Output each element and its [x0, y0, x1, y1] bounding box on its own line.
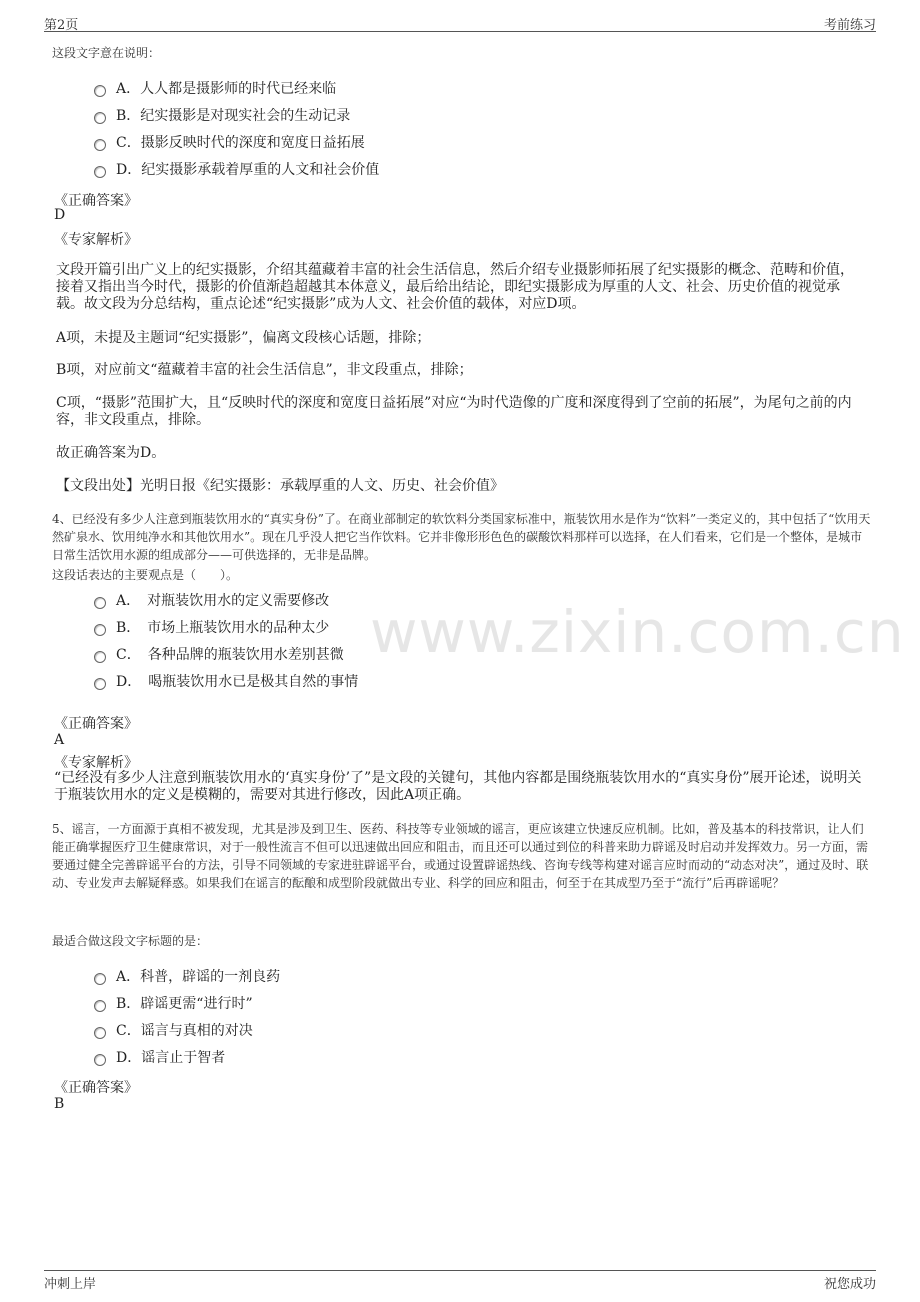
- option-label: A．人人都是摄影师的时代已经来临: [116, 81, 337, 97]
- radio-icon[interactable]: [94, 597, 106, 609]
- option-label: B．纪实摄影是对现实社会的生动记录: [116, 108, 351, 124]
- q5-stem: 5、谣言，一方面源于真相不被发现，尤其是涉及到卫生、医药、科技等专业领域的谣言，更应该建立快速反应机制。比如，普及基本的科技常识，让人们能正确掌握医疗卫生健康常识，对于一般性流言不但可以迅速做出回应和阻击，而且还可以通过到位的科普来助力辟谣及时启动并发挥效力。另一方面，需要通过健全完善辟谣平台的方法，引导不同领域的专家进驻辟谣平台，或通过设置辟谣热线、咨询专线等构建对谣言应时而动的“动态对决”，通过及时、联动、专业发声去解疑释惑。如果我们在谣言的酝酿和成型阶段就做出专业、科学的回应和阻击，何至于在其成型乃至于“流行”后再辟谣呢？: [52, 822, 869, 890]
- q4-answer: A: [54, 732, 65, 748]
- q3-analysis-b: B项，对应前文“蕴藏着丰富的社会生活信息”，非文段重点，排除；: [56, 362, 473, 378]
- q5-answer: B: [54, 1096, 65, 1112]
- page-number: 第2页: [44, 18, 79, 33]
- q3-answer-label: 《正确答案》: [54, 193, 138, 209]
- header-title: 考前练习: [823, 18, 876, 33]
- footer-right: 祝您成功: [823, 1277, 876, 1292]
- option-label: B．辟谣更需“进行时”: [116, 996, 253, 1012]
- option-label: C．谣言与真相的对决: [116, 1023, 253, 1039]
- q5-option-d[interactable]: [94, 1047, 225, 1067]
- q3-analysis-c: C项，“摄影”范围扩大，且“反映时代的深度和宽度日益拓展”对应“为时代造像的广度和深度得到了空前的拓展”，为尾句之前的内容，非文段重点，排除。: [56, 395, 852, 428]
- option-label: C．摄影反映时代的深度和宽度日益拓展: [116, 135, 365, 151]
- radio-icon[interactable]: [94, 166, 106, 178]
- option-label: B． 市场上瓶装饮用水的品种太少: [116, 620, 330, 636]
- q3-prompt: 这段文字意在说明：: [52, 46, 161, 60]
- q3-option-d[interactable]: [94, 159, 379, 179]
- q3-analysis-main: 文段开篇引出广义上的纪实摄影，介绍其蕴藏着丰富的社会生活信息，然后介绍专业摄影师拓展了纪实摄影的概念、范畴和价值，接着又指出当今时代，摄影的价值渐趋超越其本体意义，最后给出结论，即纪实摄影成为厚重的人文、社会、历史价值的视觉承载。故文段为分总结构，重点论述“纪实摄影”成为人文、社会价值的载体，对应D项。: [56, 262, 854, 312]
- q4-prompt: 这段话表达的主要观点是（ ）。: [52, 568, 239, 582]
- q3-source: 【文段出处】光明日报《纪实摄影：承载厚重的人文、历史、社会价值》: [56, 478, 504, 494]
- option-label: C． 各种品牌的瓶装饮用水差别甚微: [116, 647, 344, 663]
- q3-analysis-label: 《专家解析》: [54, 232, 138, 248]
- q4-option-a[interactable]: [94, 590, 329, 610]
- q5-option-a[interactable]: [94, 966, 280, 986]
- q3-option-b[interactable]: [94, 105, 350, 125]
- q5-prompt: 最适合做这段文字标题的是：: [52, 934, 209, 948]
- q5-option-b[interactable]: [94, 993, 253, 1013]
- radio-icon[interactable]: [94, 139, 106, 151]
- q3-analysis-conclusion: 故正确答案为D。: [56, 445, 166, 461]
- radio-icon[interactable]: [94, 973, 106, 985]
- radio-icon[interactable]: [94, 651, 106, 663]
- footer-left: 冲刺上岸: [44, 1277, 97, 1292]
- radio-icon[interactable]: [94, 1027, 106, 1039]
- option-label: D． 喝瓶装饮用水已是极其自然的事情: [116, 674, 359, 690]
- option-label: D．谣言止于智者: [116, 1050, 226, 1066]
- option-label: D．纪实摄影承载着厚重的人文和社会价值: [116, 162, 380, 178]
- q4-analysis: “已经没有多少人注意到瓶装饮用水的‘真实身份’了”是文段的关键句，其他内容都是围绕瓶装饮用水的“真实身份”展开论述，说明关于瓶装饮用水的定义是模糊的，需要对其进行修改，因此A项正确。: [54, 770, 862, 803]
- q4-analysis-label: 《专家解析》: [54, 755, 138, 771]
- radio-icon[interactable]: [94, 112, 106, 124]
- header-rule: [44, 31, 876, 32]
- q4-option-c[interactable]: [94, 644, 344, 664]
- option-label: A．科普，辟谣的一剂良药: [116, 969, 281, 985]
- q4-option-b[interactable]: [94, 617, 329, 637]
- q3-answer: D: [54, 207, 66, 223]
- footer-rule: [44, 1270, 876, 1271]
- radio-icon[interactable]: [94, 1000, 106, 1012]
- q4-option-d[interactable]: [94, 671, 358, 691]
- option-label: A． 对瓶装饮用水的定义需要修改: [116, 593, 330, 609]
- q4-answer-label: 《正确答案》: [54, 716, 138, 732]
- q3-option-a[interactable]: [94, 78, 336, 98]
- radio-icon[interactable]: [94, 678, 106, 690]
- q3-option-c[interactable]: [94, 132, 365, 152]
- q5-answer-label: 《正确答案》: [54, 1080, 138, 1096]
- radio-icon[interactable]: [94, 1054, 106, 1066]
- q5-option-c[interactable]: [94, 1020, 253, 1040]
- q4-stem: 4、已经没有多少人注意到瓶装饮用水的“真实身份”了。在商业部制定的软饮料分类国家标准中，瓶装饮用水是作为“饮料”一类定义的，其中包括了“饮用天然矿泉水、饮用纯净水和其他饮用水”。现在几乎没人把它当作饮料。它并非像形形色色的碳酸饮料那样可以选择，在人们看来，它们是一个整体，是城市日常生活饮用水源的组成部分——可供选择的，无非是品牌。: [52, 512, 871, 562]
- radio-icon[interactable]: [94, 624, 106, 636]
- radio-icon[interactable]: [94, 85, 106, 97]
- q3-analysis-a: A项，未提及主题词“纪实摄影”，偏离文段核心话题，排除；: [56, 330, 431, 346]
- watermark: www.zixin.com.cn: [370, 598, 905, 666]
